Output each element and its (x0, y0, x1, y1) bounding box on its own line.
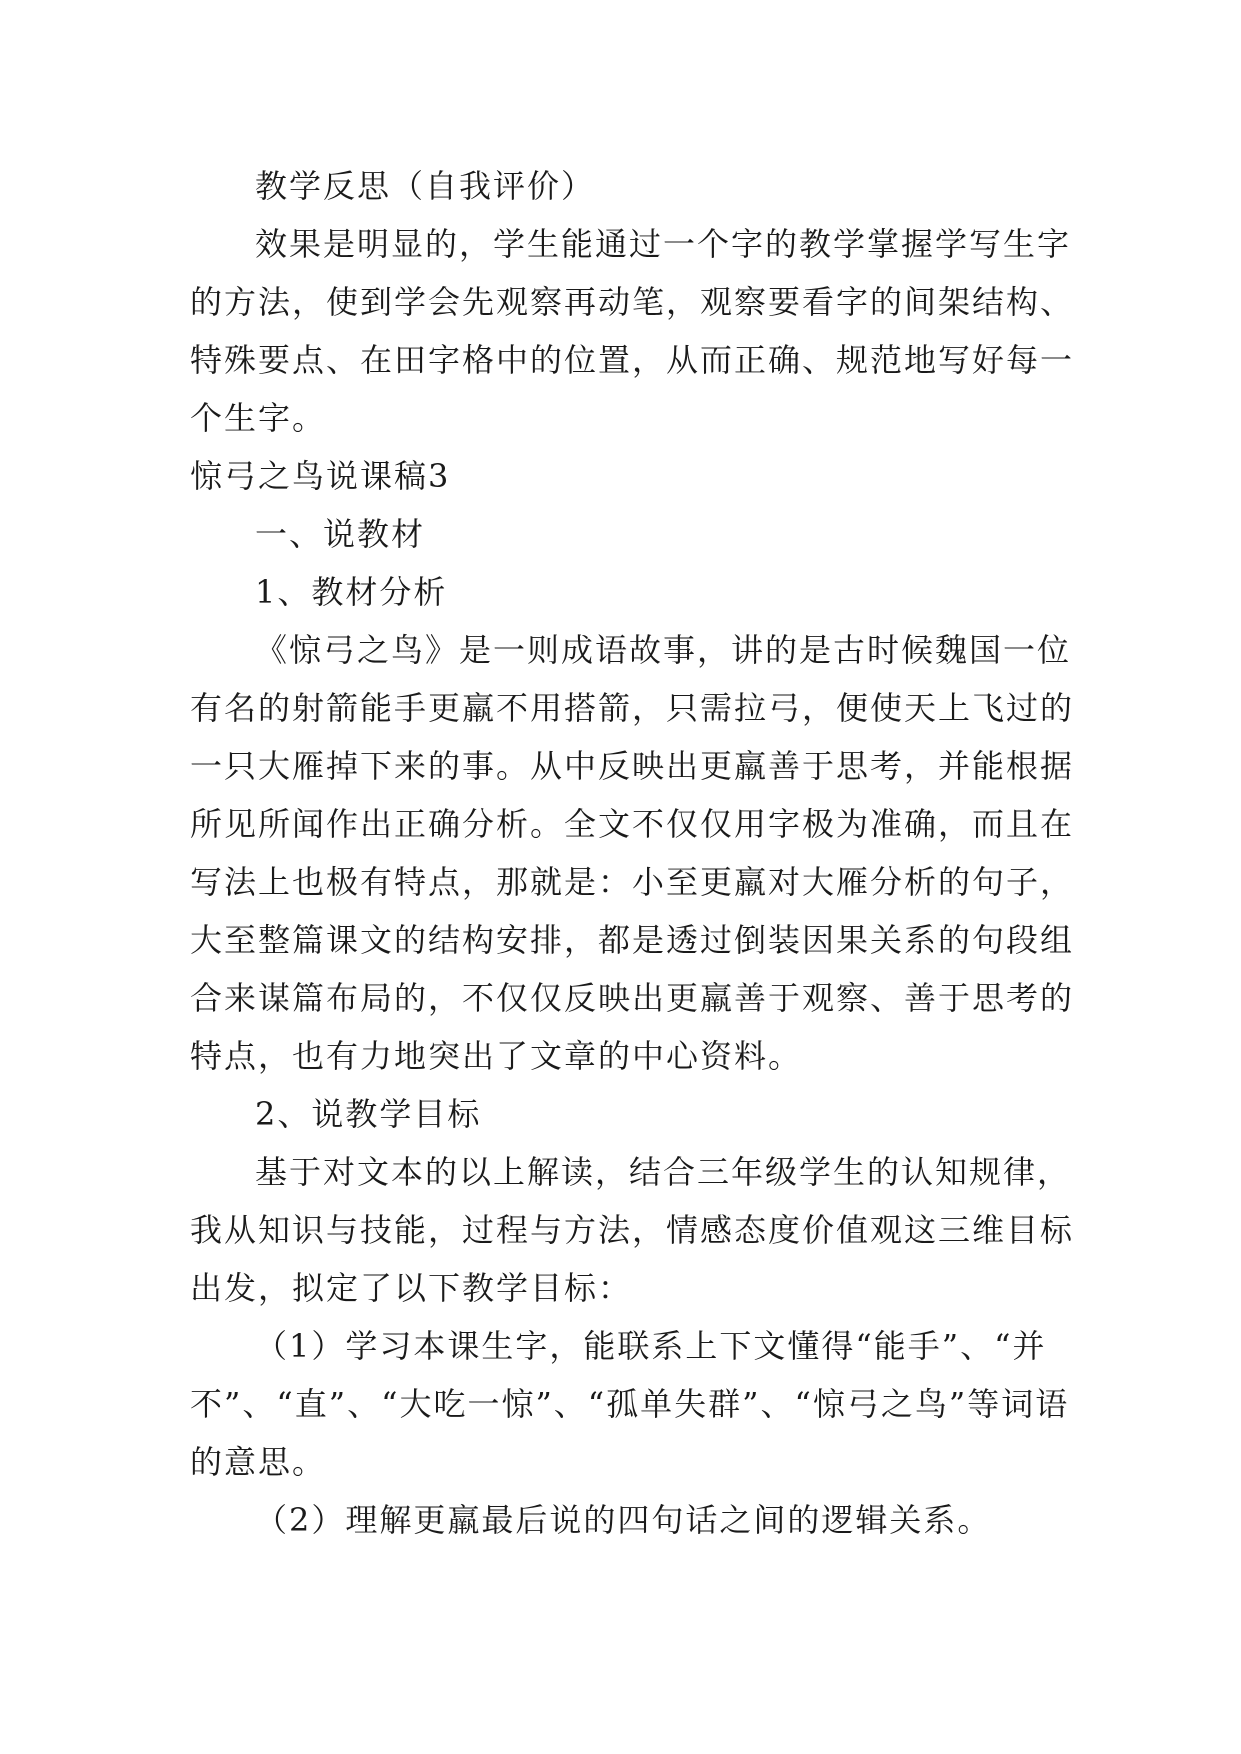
paragraph-line: 特殊要点、在田字格中的位置，从而正确、规范地写好每一 (190, 341, 1075, 379)
section-heading-textbook: 一、说教材 (255, 515, 426, 553)
paragraph-line: 我从知识与技能，过程与方法，情感态度价值观这三维目标 (190, 1211, 1075, 1249)
paragraph-line: 出发，拟定了以下教学目标： (190, 1269, 633, 1307)
document-title: 惊弓之鸟说课稿3 (190, 457, 451, 495)
paragraph-line: 大至整篇课文的结构安排，都是透过倒装因果关系的句段组 (190, 921, 1075, 959)
paragraph-line: 写法上也极有特点，那就是：小至更羸对大雁分析的句子， (190, 863, 1075, 901)
objective-item-1: （1）学习本课生字，能联系上下文懂得“能手”、“并 (255, 1327, 1047, 1365)
paragraph-line: 有名的射箭能手更羸不用搭箭，只需拉弓，便使天上飞过的 (190, 689, 1075, 727)
paragraph-line: 的意思。 (190, 1443, 327, 1481)
objective-item-2: （2）理解更羸最后说的四句话之间的逻辑关系。 (255, 1501, 992, 1539)
subsection-heading-objectives: 2、说教学目标 (255, 1095, 482, 1133)
paragraph-line: 合来谋篇布局的，不仅仅反映出更羸善于观察、善于思考的 (190, 979, 1075, 1017)
paragraph-line: 所见所闻作出正确分析。全文不仅仅用字极为准确，而且在 (190, 805, 1075, 843)
subsection-heading-analysis: 1、教材分析 (255, 573, 448, 611)
paragraph-line: 一只大雁掉下来的事。从中反映出更羸善于思考，并能根据 (190, 747, 1075, 785)
paragraph-line: 效果是明显的，学生能通过一个字的教学掌握学写生字 (255, 225, 1072, 263)
paragraph-line: 特点，也有力地突出了文章的中心资料。 (190, 1037, 803, 1075)
paragraph-line: 的方法，使到学会先观察再动笔，观察要看字的间架结构、 (190, 283, 1075, 321)
paragraph-line: 基于对文本的以上解读，结合三年级学生的认知规律， (255, 1153, 1072, 1191)
paragraph-line: 《惊弓之鸟》是一则成语故事，讲的是古时候魏国一位 (255, 631, 1072, 669)
paragraph-line: 不”、“直”、“大吃一惊”、“孤单失群”、“惊弓之鸟”等词语 (190, 1385, 1070, 1423)
section-heading-reflection: 教学反思（自我评价） (255, 167, 596, 205)
paragraph-line: 个生字。 (190, 399, 327, 437)
